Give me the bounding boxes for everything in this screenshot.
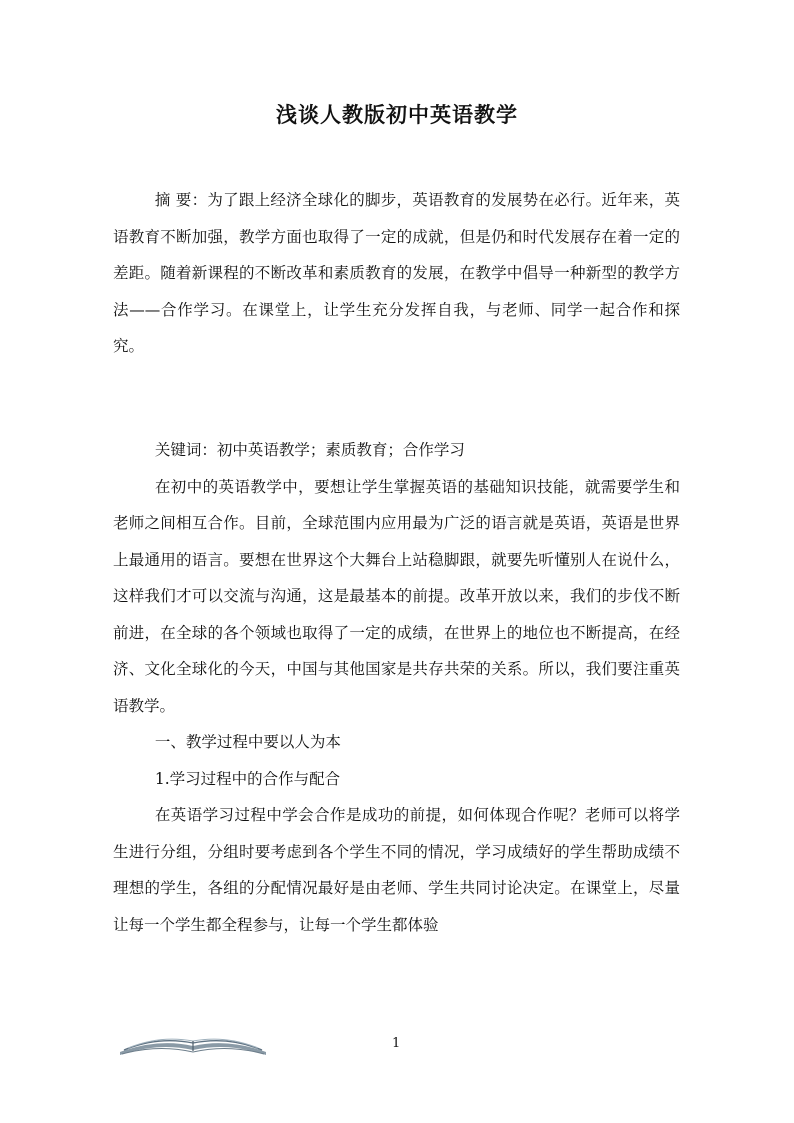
open-book-icon: [118, 1032, 268, 1058]
body-block: [113, 432, 680, 943]
section-heading: 一、教学过程中要以人为本: [154, 733, 341, 751]
abstract-block: [113, 182, 680, 365]
subsection-heading: 1.学习过程中的合作与配合: [154, 769, 341, 788]
keywords-line: 关键词：初中英语教学；素质教育；合作学习: [154, 441, 465, 459]
body-paragraph: 在英语学习过程中学会合作是成功的前提，如何体现合作呢？老师可以将学生进行分组，分组时要考虑到各个学生不同的情况，学习成绩好的学生帮助成绩不理想的学生，各组的分配情况最好是由老师、学生共同讨论决定。在课堂上，尽量让每一个学生都全程参与，让每一个学生都体验: [113, 806, 680, 934]
body-paragraph: 在初中的英语教学中，要想让学生掌握英语的基础知识技能，就需要学生和老师之间相互合作。目前，全球范围内应用最为广泛的语言就是英语，英语是世界上最通用的语言。要想在世界这个大舞台上站稳脚跟，就要先听懂别人在说什么，这样我们才可以交流与沟通，这是最基本的前提。改革开放以来，我们的步伐不断前进，在全球的各个领域也取得了一定的成绩，在世界上的地位也不断提高，在经济、文化全球化的今天，中国与其他国家是共存共荣的关系。所以，我们要注重英语教学。: [113, 477, 680, 715]
document-title: 浅谈人教版初中英语教学: [276, 102, 518, 127]
abstract-paragraph: 摘 要：为了跟上经济全球化的脚步，英语教育的发展势在必行。近年来，英语教育不断加强，教学方面也取得了一定的成就，但是仍和时代发展存在着一定的差距。随着新课程的不断改革和素质教育的发展，在教学中倡导一种新型的教学方法——合作学习。在课堂上，让学生充分发挥自我，与老师、同学一起合作和探究。: [113, 191, 680, 355]
page-number: 1: [392, 1036, 401, 1051]
